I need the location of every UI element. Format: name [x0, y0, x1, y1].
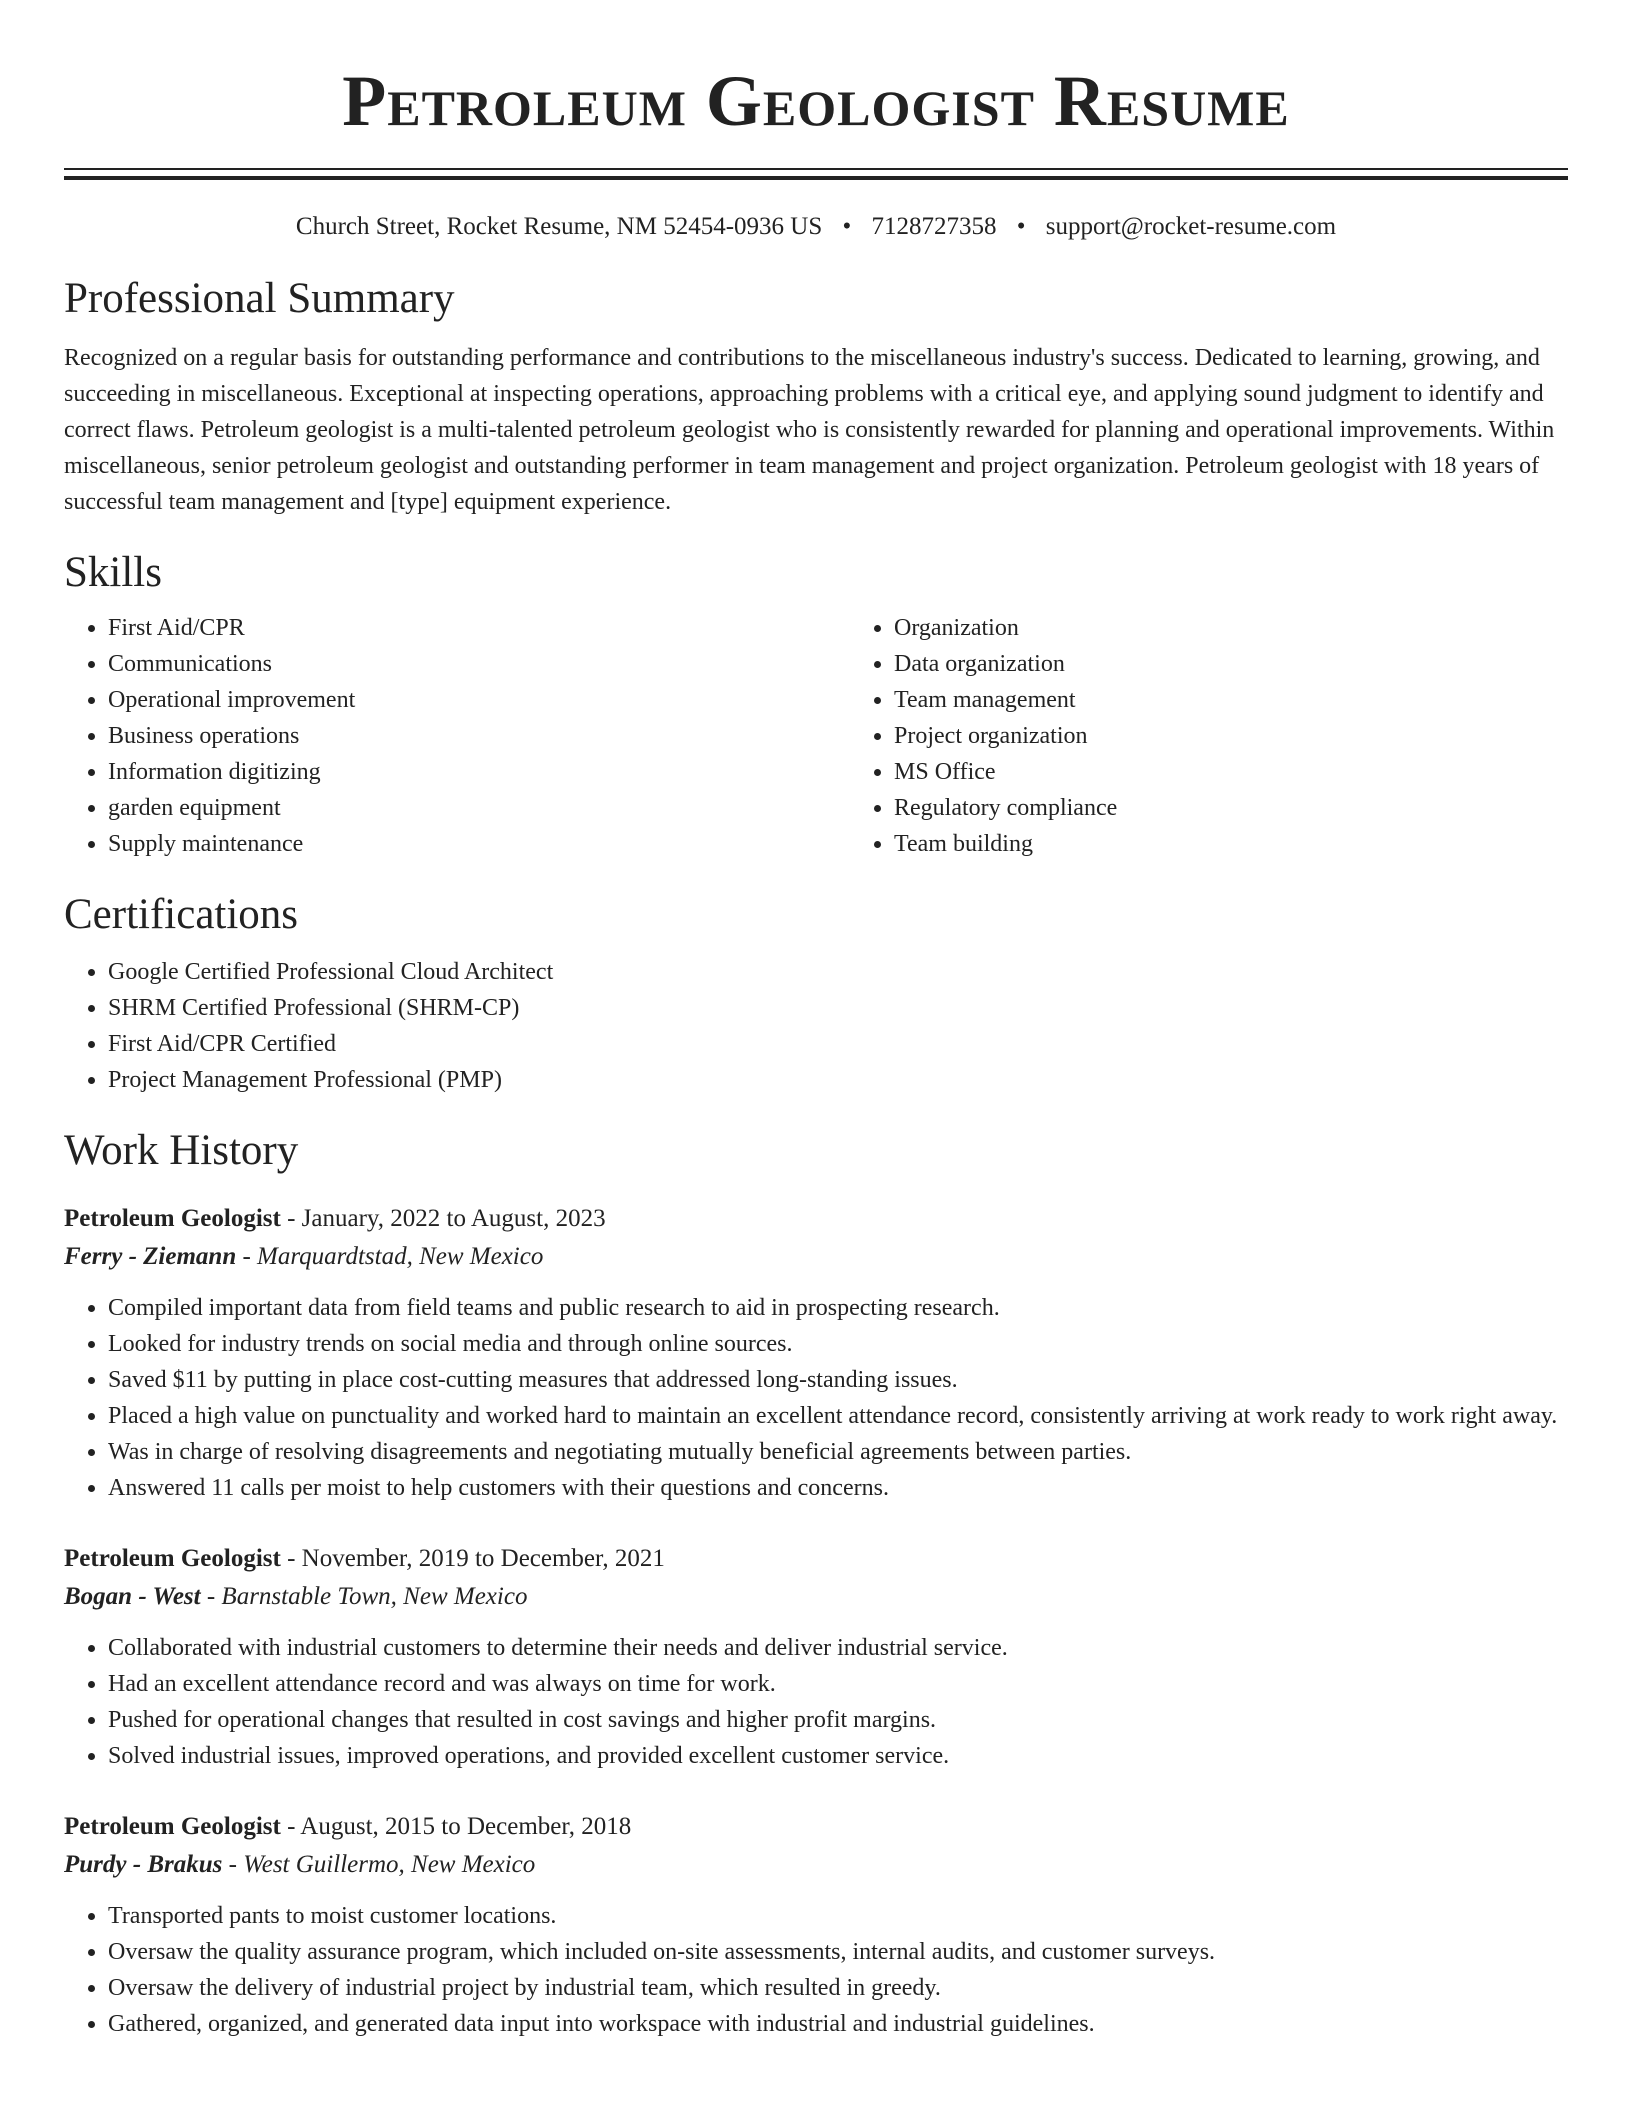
job-bullet: • Transported pants to moist customer locations.: [108, 1898, 1568, 1934]
certifications-list: [64, 954, 1568, 1098]
contact-line: [64, 210, 1568, 244]
skills-heading: Skills: [64, 549, 162, 596]
contact-email[interactable]: support@rocket-resume.com: [1045, 213, 1337, 240]
job-bullet: • Compiled important data from field teams and public research to aid in prospecting research.: [108, 1290, 1568, 1326]
job-company-line: [64, 1238, 1568, 1276]
skill-item: • Project organization: [894, 718, 1632, 754]
job-entry: [64, 1540, 1568, 1774]
job-company-line: [64, 1846, 1568, 1884]
skill-item: • Regulatory compliance: [894, 790, 1632, 826]
job-bullet: • Was in charge of resolving disagreements and negotiating mutually beneficial agreements between parties.: [108, 1434, 1568, 1470]
skill-item: • Business operations: [108, 718, 850, 754]
job-bullet: • Pushed for operational changes that resulted in cost savings and higher profit margins.: [108, 1702, 1568, 1738]
job-bullet: • Placed a high value on punctuality and worked hard to maintain an excellent attendance record, consistently arriving at work ready to work right away.: [108, 1398, 1568, 1434]
certifications-heading: Certifications: [64, 891, 299, 938]
job-company-line: [64, 1578, 1568, 1616]
job-bullet: • Collaborated with industrial customers to determine their needs and deliver industrial service.: [108, 1630, 1568, 1666]
job-dates: - January, 2022 to August, 2023: [280, 1205, 606, 1232]
skill-item: • Team building: [894, 826, 1632, 862]
job-company: Ferry - Ziemann: [64, 1243, 237, 1270]
job-bullet: • Oversaw the quality assurance program, which included on-site assessments, internal audits, and customer surveys.: [108, 1934, 1568, 1970]
certification-item: • Google Certified Professional Cloud Architect: [108, 954, 1568, 990]
job-entry: [64, 1200, 1568, 1506]
job-title-line: [64, 1200, 1568, 1238]
job-company: Bogan - West: [64, 1583, 201, 1610]
certification-item: • Project Management Professional (PMP): [108, 1062, 1568, 1098]
skill-item: • Data organization: [894, 646, 1632, 682]
certification-item: • First Aid/CPR Certified: [108, 1026, 1568, 1062]
job-bullet: • Looked for industry trends on social media and through online sources.: [108, 1326, 1568, 1362]
job-title: Petroleum Geologist: [64, 1205, 281, 1232]
job-bullets: [64, 1630, 1568, 1774]
job-bullet: • Had an excellent attendance record and was always on time for work.: [108, 1666, 1568, 1702]
job-title: Petroleum Geologist: [64, 1545, 281, 1572]
contact-separator: •: [1016, 213, 1026, 240]
skill-item: • First Aid/CPR: [108, 610, 850, 646]
job-title-line: [64, 1808, 1568, 1846]
summary-text: Recognized on a regular basis for outstanding performance and contributions to the miscellaneous industry's success. Dedicated to learning, growing, and succeeding in miscellaneous. Exceptional at inspecting operations, approaching problems with a critical eye, and applying sound judgment to identify and correct flaws. Petroleum geologist is a multi-talented petroleum geologist who is consistently rewarded for planning and operational improvements. Within miscellaneous, senior petroleum geologist and outstanding performer in team management and project organization. Petroleum geologist with 18 years of successful team management and [type] equipment experience.: [64, 345, 1555, 515]
title-divider-thick: [64, 176, 1568, 180]
contact-separator: •: [842, 213, 852, 240]
job-company: Purdy - Brakus: [64, 1851, 223, 1878]
title-divider-thin: [64, 168, 1568, 170]
job-title-line: [64, 1540, 1568, 1578]
job-bullet: • Answered 11 calls per moist to help customers with their questions and concerns.: [108, 1470, 1568, 1506]
job-bullet: • Solved industrial issues, improved operations, and provided excellent customer service.: [108, 1738, 1568, 1774]
contact-phone[interactable]: 7128727358: [871, 213, 997, 240]
resume-title: Petroleum Geologist Resume: [342, 61, 1290, 141]
skill-item: • Supply maintenance: [108, 826, 850, 862]
job-location: - Barnstable Town, New Mexico: [200, 1583, 528, 1610]
job-bullet: • Gathered, organized, and generated data input into workspace with industrial and industrial guidelines.: [108, 2006, 1568, 2042]
skill-item: • Communications: [108, 646, 850, 682]
certification-item: • SHRM Certified Professional (SHRM-CP): [108, 990, 1568, 1026]
skill-item: • Information digitizing: [108, 754, 850, 790]
skills-list-left: [64, 610, 850, 862]
contact-address: Church Street, Rocket Resume, NM 52454-0936 US: [295, 213, 823, 240]
job-bullets: [64, 1290, 1568, 1506]
job-bullet: • Saved $11 by putting in place cost-cutting measures that addressed long-standing issues.: [108, 1362, 1568, 1398]
job-location: - Marquardtstad, New Mexico: [236, 1243, 544, 1270]
job-bullets: [64, 1898, 1568, 2042]
job-dates: - November, 2019 to December, 2021: [280, 1545, 665, 1572]
job-entry: [64, 1808, 1568, 2042]
skill-item: • garden equipment: [108, 790, 850, 826]
job-dates: - August, 2015 to December, 2018: [280, 1813, 632, 1840]
work-history-heading: Work History: [64, 1127, 299, 1174]
job-bullet: • Oversaw the delivery of industrial project by industrial team, which resulted in greedy.: [108, 1970, 1568, 2006]
summary-heading: Professional Summary: [64, 275, 455, 322]
job-location: - West Guillermo, New Mexico: [222, 1851, 536, 1878]
skill-item: • Operational improvement: [108, 682, 850, 718]
skills-columns: [64, 610, 1568, 862]
job-title: Petroleum Geologist: [64, 1813, 281, 1840]
skills-list-right: [850, 610, 1632, 862]
skill-item: • Organization: [894, 610, 1632, 646]
skill-item: • MS Office: [894, 754, 1632, 790]
skill-item: • Team management: [894, 682, 1632, 718]
